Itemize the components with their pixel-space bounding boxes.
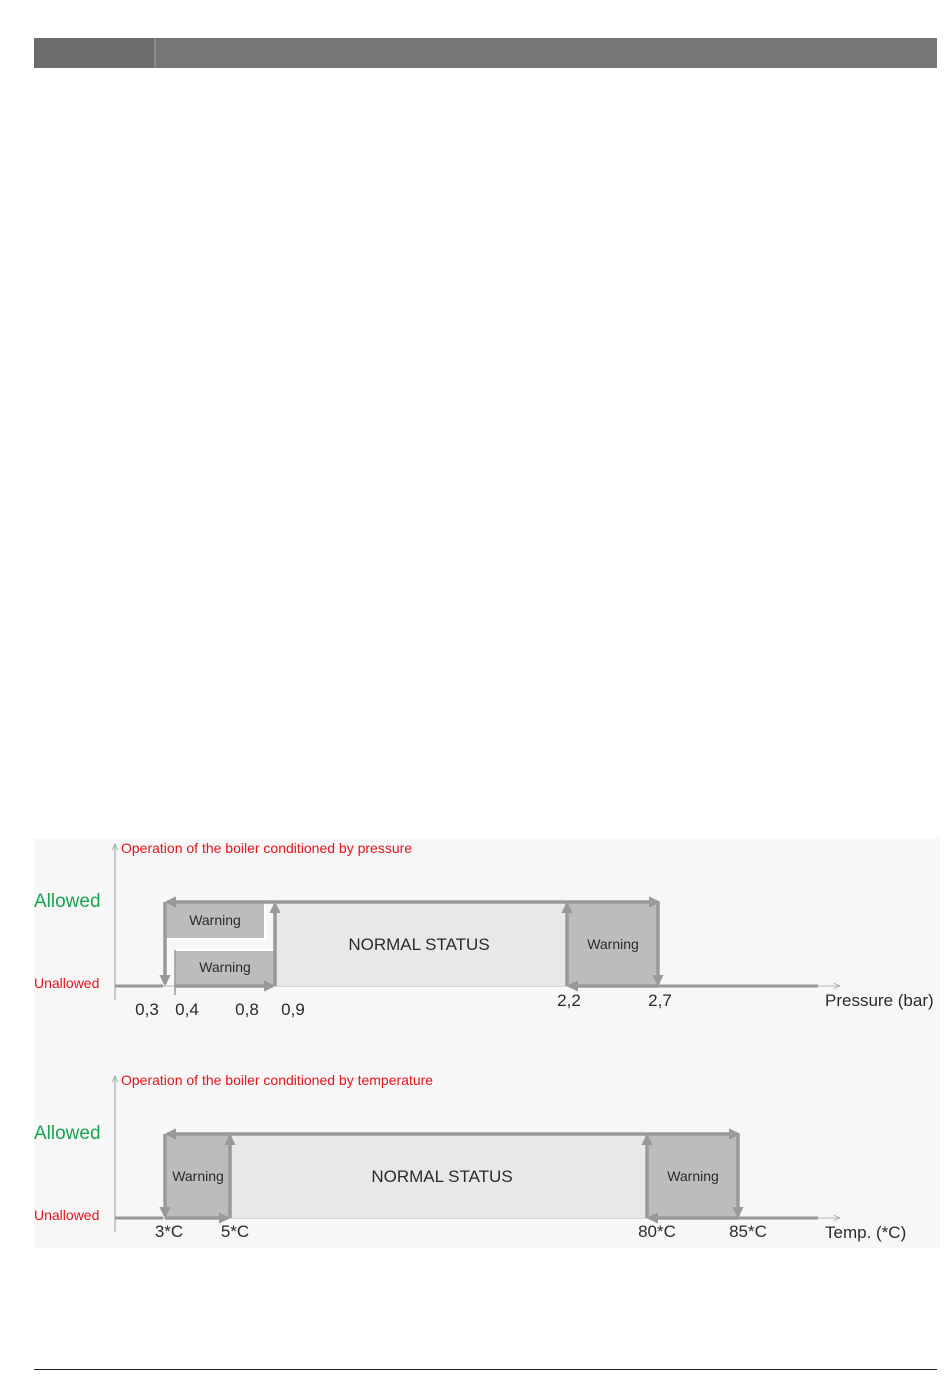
pressure-tick-label: 0,4 [175,1000,199,1019]
temperature-title: Operation of the boiler conditioned by temperature [121,1072,434,1088]
temperature-diagram [34,1072,906,1242]
temperature-tick-label: 85*C [729,1222,767,1241]
pressure-title: Operation of the boiler conditioned by pressure [121,840,413,856]
pressure-normal-label: NORMAL STATUS [348,935,490,954]
pressure-tick-label: 0,9 [281,1000,305,1019]
pressure-warning-high-label: Warning [587,936,639,952]
pressure-tick-label: 0,8 [235,1000,259,1019]
pressure-axis-label: Pressure (bar) [825,991,934,1010]
temperature-tick-label: 5*C [220,1222,250,1241]
pressure-diagram [34,840,934,1019]
pressure-warning-lower-label: Warning [199,959,251,975]
temperature-normal-label: NORMAL STATUS [371,1167,513,1186]
temperature-unallowed-label: Unallowed [34,1207,100,1223]
temperature-warning-high-label: Warning [667,1168,719,1184]
pressure-tick-label: 0,3 [135,1000,159,1019]
temperature-axis-label: Temp. (*C) [825,1223,907,1242]
temperature-tick-label: 3*C [154,1222,184,1241]
pressure-tick-label: 2,2 [557,991,581,1010]
temperature-allowed-label: Allowed [34,1123,101,1144]
pressure-warning-upper-label: Warning [189,912,241,928]
pressure-unallowed-label: Unallowed [34,975,100,991]
pressure-allowed-label: Allowed [34,891,101,912]
pressure-tick-label: 2,7 [648,991,672,1010]
temperature-tick-label: 80*C [638,1222,676,1241]
temperature-warning-low-label: Warning [172,1168,224,1184]
